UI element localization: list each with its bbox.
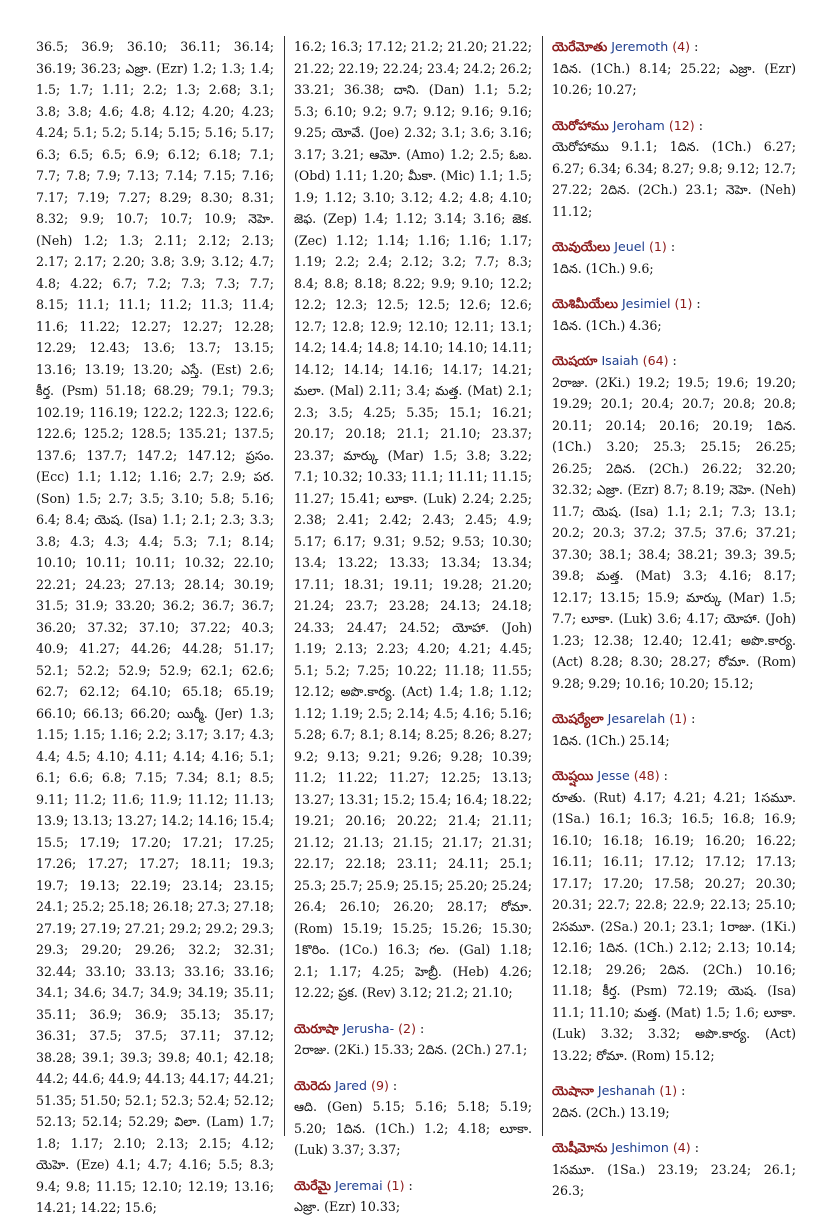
entry-count: (1) [669,711,688,726]
entry-telugu-name: యెష్షయి [552,768,594,783]
entry-telugu-name: యెరూషా [294,1020,339,1036]
entry-heading: యెరూషా Jerusha- (2) : [294,1020,425,1036]
entry-english-name: Isaiah [601,353,639,368]
entry-heading: యెషర్యేలా Jesarelah (1) : [552,711,696,726]
entry-heading: యెవుయేలు Jeuel (1) : [552,239,676,254]
entry-references: ఆది. (Gen) 5.15; 5.16; 5.18; 5.19; 5.20; 1దిన. (1Ch.) 1.2; 4.18; లూకా. (Luk) 3.37; 3.37; [294,1099,532,1157]
concordance-entry [552,350,796,694]
entry-telugu-name: యెవుయేలు [552,239,611,254]
entry-english-name: Jeremoth [611,39,669,54]
concordance-entry [552,293,796,336]
entry-english-name: Jesse [597,768,630,783]
entry-count: (1) [386,1177,405,1193]
entry-telugu-name: యెరెదు [294,1077,331,1093]
entry-english-name: Jeshanah [597,1083,656,1098]
concordance-entry [294,1075,532,1161]
entry-heading: యెషీమోను Jeshimon (4) : [552,1140,699,1155]
entry-references: 1సమూ. (1Sa.) 23.19; 23.24; 26.1; 26.3; [552,1161,796,1198]
entry-references: యెరోహాము 9.1.1; 1దిన. (1Ch.) 6.27; 6.27; 6.34; 6.34; 8.27; 9.8; 9.12; 12.7; 27.22; 2దిన. (2Ch.) 23.1; నెహె. (Neh) 11.12; [552,139,796,219]
entry-references: 1దిన. (1Ch.) 25.14; [552,732,670,748]
column-2 [294,36,532,1214]
entry-heading: యెషానా Jeshanah (1) : [552,1083,686,1098]
entry-count: (2) [398,1020,416,1036]
entry-telugu-name: యెశిమీయేలు [552,296,618,311]
concordance-entry [552,765,796,1066]
column-3 [552,36,796,1198]
entry-heading: యెరోహాము Jeroham (12) : [552,117,703,133]
column-3-entries [552,36,796,1202]
column-divider-2 [542,36,543,1136]
entry-english-name: Jerusha- [342,1020,395,1036]
entry-references: 2రాజు. (2Ki.) 19.2; 19.5; 19.6; 19.20; 19.29; 20.1; 20.4; 20.7; 20.8; 20.8; 20.11; 20.14; 20.16; 20.19; 1దిన. (1Ch.) 3.20; 25.3; 25.15; 26.25; 26.25; 2దిన. (2Ch.) 26.22; 32.20; 32.32; ఎజ్రా. (Ezr) 8.7; 8.19; నెహె. (Neh) 11.7; యెష. (Isa) 1.1; 2.1; 7.3; 13.1; 20.2; 20.3; 37.2; 37.5; 37.6; 37.21; 37.30; 38.1; 38.4; 38.21; 39.3; 39.5; 39.8; మత్త. (Mat) 3.3; 4.16; 8.17; 12.17; 13.15; 15.9; మార్కు (Mar) 1.5; 7.7; లూకా. (Luk) 3.6; 4.17; యోహా. (Joh) 1.23; 12.38; 12.40; 12.41; అపొ.కార్య. (Act) 8.28; 8.30; 28.27; రోమా. (Rom) 9.28; 9.29; 10.16; 10.20; 15.12; [552,374,796,691]
entry-telugu-name: యెరోహాము [552,117,609,133]
entry-heading: యెరెదు Jared (9) : [294,1077,398,1093]
entry-count: (9) [371,1077,389,1093]
concordance-page [36,36,796,1215]
entry-count: (4) [672,39,691,54]
entry-references: 1దిన. (1Ch.) 4.36; [552,317,662,333]
concordance-entry [552,236,796,279]
entry-count: (1) [674,296,693,311]
concordance-entry [552,36,796,101]
entry-english-name: Jeremai [335,1177,383,1193]
concordance-entry [294,1018,532,1061]
entry-heading: యెశిమీయేలు Jesimiel (1) : [552,296,701,311]
concordance-entry [552,115,796,223]
entry-count: (48) [633,768,660,783]
entry-count: (1) [648,239,667,254]
entry-heading: యెరేమోతు Jeremoth (4) : [552,39,699,54]
entry-telugu-name: యెరేమోతు [552,39,608,54]
concordance-entry [552,1137,796,1202]
column-2-references: 16.2; 16.3; 17.12; 21.2; 21.20; 21.22; 21.22; 22.19; 22.24; 23.4; 24.2; 26.2; 33.21; 36.38; దాని. (Dan) 1.1; 5.2; 5.3; 6.10; 9.2; 9.7; 9.12; 9.16; 9.16; 9.25; యోవే. (Joe) 2.32; 3.1; 3.6; 3.16; 3.17; 3.21; ఆమో. (Amo) 1.2; 2.5; ఓబ. (Obd) 1.11; 1.20; మీకా. (Mic) 1.1; 1.5; 1.9; 1.12; 3.10; 3.12; 4.2; 4.8; 4.10; జెఫ. (Zep) 1.4; 1.12; 3.14; 3.16; జెక. (Zec) 1.12; 1.14; 1.16; 1.16; 1.17; 1.19; 2.2; 2.4; 2.12; 3.2; 7.7; 8.3; 8.4; 8.8; 8.18; 8.22; 9.9; 9.10; 12.2; 12.2; 12.3; 12.5; 12.5; 12.6; 12.6; 12.7; 12.8; 12.9; 12.10; 12.11; 13.1; 14.2; 14.4; 14.8; 14.10; 14.10; 14.11; 14.12; 14.14; 14.16; 14.17; 14.21; మలా. (Mal) 2.11; 3.4; మత్త. (Mat) 2.1; 2.3; 3.5; 4.25; 5.35; 15.1; 16.21; 20.17; 20.18; 21.1; 21.10; 23.37; 23.37; మార్కు (Mar) 1.5; 3.8; 3.22; 7.1; 10.32; 10.33; 11.1; 11.11; 11.15; 11.27; 15.41; లూకా. (Luk) 2.24; 2.25; 2.38; 2.41; 2.42; 2.43; 2.45; 4.9; 5.17; 6.17; 9.31; 9.52; 9.53; 10.30; 13.4; 13.22; 13.33; 13.34; 13.34; 17.11; 18.31; 19.11; 19.28; 21.20; 21.24; 23.7; 23.28; 24.13; 24.18; 24.33; 24.47; 24.52; యోహా. (Joh) 1.19; 2.13; 2.23; 4.20; 4.21; 4.45; 5.1; 5.2; 7.25; 10.22; 11.18; 11.55; 12.12; అపొ.కార్య. (Act) 1.4; 1.8; 1.12; 1.12; 1.19; 2.5; 2.14; 4.5; 4.16; 5.16; 5.28; 6.7; 8.1; 8.14; 8.25; 8.26; 8.27; 9.2; 9.13; 9.21; 9.26; 9.28; 10.39; 11.2; 11.22; 11.27; 12.25; 13.13; 13.27; 13.31; 15.2; 15.4; 16.4; 18.22; 19.21; 20.16; 20.22; 21.4; 21.11; 21.12; 21.13; 21.15; 21.17; 21.31; 22.17; 22.18; 23.11; 24.11; 25.1; 25.3; 25.7; 25.9; 25.15; 25.20; 25.24; 26.4; 26.10; 26.20; 28.17; రోమా. (Rom) 15.19; 15.25; 15.26; 15.30; 1కొరిం. (1Co.) 16.3; గల. (Gal) 1.18; 2.1; 1.17; 4.25; హెబ్రీ. (Heb) 4.26; 12.22; ప్రక. (Rev) 3.12; 21.2; 21.10; [294,39,532,1000]
entry-heading: యెషయా Isaiah (64) : [552,353,677,368]
concordance-entry [552,708,796,751]
entry-english-name: Jesimiel [621,296,671,311]
column-1 [36,36,274,1215]
entry-heading: యెరేమై Jeremai (1) : [294,1177,413,1193]
column-divider-1 [284,36,285,1136]
entry-telugu-name: యెషర్యేలా [552,711,604,726]
column-1-references: 36.5; 36.9; 36.10; 36.11; 36.14; 36.19; 36.23; ఎజ్రా. (Ezr) 1.2; 1.3; 1.4; 1.5; 1.7; 1.11; 2.2; 1.3; 2.68; 3.1; 3.8; 3.8; 4.6; 4.8; 4.12; 4.20; 4.23; 4.24; 5.1; 5.2; 5.14; 5.15; 5.16; 5.17; 6.3; 6.5; 6.5; 6.9; 6.12; 6.18; 7.1; 7.7; 7.8; 7.9; 7.13; 7.14; 7.15; 7.16; 7.17; 7.19; 7.27; 8.29; 8.30; 8.31; 8.32; 9.9; 10.7; 10.7; 10.9; నెహె. (Neh) 1.2; 1.3; 2.11; 2.12; 2.13; 2.17; 2.17; 2.20; 3.8; 3.9; 3.12; 4.7; 4.8; 4.22; 6.7; 7.2; 7.3; 7.3; 7.7; 8.15; 11.1; 11.1; 11.2; 11.3; 11.4; 11.6; 11.22; 12.27; 12.27; 12.28; 12.29; 12.43; 13.6; 13.7; 13.15; 13.16; 13.19; 13.20; ఎస్తే. (Est) 2.6; కీర్త. (Psm) 51.18; 68.29; 79.1; 79.3; 102.19; 116.19; 122.2; 122.3; 122.6; 122.6; 125.2; 128.5; 135.21; 137.5; 137.6; 137.7; 147.2; 147.12; ప్రసం. (Ecc) 1.1; 1.12; 1.16; 2.7; 2.9; పర. (Son) 1.5; 2.7; 3.5; 3.10; 5.8; 5.16; 6.4; 8.4; యెష. (Isa) 1.1; 2.1; 2.3; 3.3; 3.8; 4.3; 4.3; 4.4; 5.3; 7.1; 8.14; 10.10; 10.11; 10.11; 10.32; 22.10; 22.21; 24.23; 27.13; 28.14; 30.19; 31.5; 31.9; 33.20; 36.2; 36.7; 36.7; 36.20; 37.32; 37.10; 37.22; 40.3; 40.9; 41.27; 44.26; 44.28; 51.17; 52.1; 52.2; 52.9; 52.9; 62.1; 62.6; 62.7; 62.12; 64.10; 65.18; 65.19; 66.10; 66.13; 66.20; యిర్మీ. (Jer) 1.3; 1.15; 1.15; 1.16; 2.2; 3.17; 3.17; 4.3; 4.4; 4.5; 4.10; 4.11; 4.14; 4.16; 5.1; 6.1; 6.6; 6.8; 7.15; 7.34; 8.1; 8.5; 9.11; 11.2; 11.6; 11.9; 11.12; 11.13; 13.9; 13.13; 13.27; 14.2; 14.16; 15.4; 15.5; 17.19; 17.20; 17.21; 17.25; 17.26; 17.27; 17.27; 18.11; 19.3; 19.7; 19.13; 22.19; 23.14; 23.15; 24.1; 25.2; 25.18; 26.18; 27.3; 27.18; 27.19; 27.19; 27.21; 29.2; 29.2; 29.3; 29.3; 29.20; 29.26; 32.2; 32.31; 32.44; 33.10; 33.13; 33.16; 33.16; 34.1; 34.6; 34.7; 34.9; 34.19; 35.11; 35.11; 36.9; 36.9; 35.13; 35.17; 36.31; 37.5; 37.5; 37.11; 37.12; 38.28; 39.1; 39.3; 39.8; 40.1; 42.18; 44.2; 44.6; 44.9; 44.13; 44.17; 44.21; 51.35; 51.50; 52.1; 52.3; 52.4; 52.12; 52.13; 52.14; 52.29; విలా. (Lam) 1.7; 1.8; 1.17; 2.10; 2.13; 2.15; 4.12; యెహె. (Eze) 4.1; 4.7; 4.16; 5.5; 8.3; 9.4; 9.8; 11.15; 12.10; 12.19; 13.16; 14.21; 14.22; 15.6; [36,39,274,1215]
entry-telugu-name: యెరేమై [294,1177,331,1193]
entry-references: 2దిన. (2Ch.) 13.19; [552,1104,670,1120]
column-2-entries [294,1018,532,1218]
concordance-entry [294,1175,532,1218]
entry-telugu-name: యెషీమోను [552,1140,608,1155]
entry-count: (1) [659,1083,678,1098]
entry-english-name: Jesarelah [607,711,666,726]
entry-count: (64) [642,353,669,368]
entry-references: 1దిన. (1Ch.) 9.6; [552,260,654,276]
entry-telugu-name: యెషానా [552,1083,594,1098]
entry-telugu-name: యెషయా [552,353,598,368]
entry-count: (4) [672,1140,691,1155]
entry-english-name: Jeuel [614,239,645,254]
entry-references: ఎజ్రా. (Ezr) 10.33; [294,1199,401,1214]
entry-english-name: Jeroham [612,117,665,133]
entry-heading: యెష్షయి Jesse (48) : [552,768,668,783]
entry-english-name: Jared [334,1077,368,1093]
entry-references: 2రాజు. (2Ki.) 15.33; 2దిన. (2Ch.) 27.1; [294,1042,528,1057]
entry-references: 1దిన. (1Ch.) 8.14; 25.22; ఎజ్రా. (Ezr) 10.26; 10.27; [552,60,796,97]
concordance-entry [552,1080,796,1123]
entry-english-name: Jeshimon [611,1140,669,1155]
entry-references: రూతు. (Rut) 4.17; 4.21; 4.21; 1సమూ. (1Sa.) 16.1; 16.3; 16.5; 16.8; 16.9; 16.10; 16.18; 16.19; 16.20; 16.22; 16.11; 16.11; 17.12; 17.12; 17.13; 17.17; 17.20; 17.58; 20.27; 20.30; 20.31; 22.7; 22.8; 22.9; 22.13; 25.10; 2సమూ. (2Sa.) 20.1; 23.1; 1రాజు. (1Ki.) 12.16; 1దిన. (1Ch.) 2.12; 2.13; 10.14; 12.18; 29.26; 2దిన. (2Ch.) 10.16; 11.18; కీర్త. (Psm) 72.19; యెష. (Isa) 11.1; 11.10; మత్త. (Mat) 1.5; 1.6; లూకా. (Luk) 3.32; 3.32; అపొ.కార్య. (Act) 13.22; రోమా. (Rom) 15.12; [552,789,796,1063]
entry-count: (12) [668,117,695,133]
